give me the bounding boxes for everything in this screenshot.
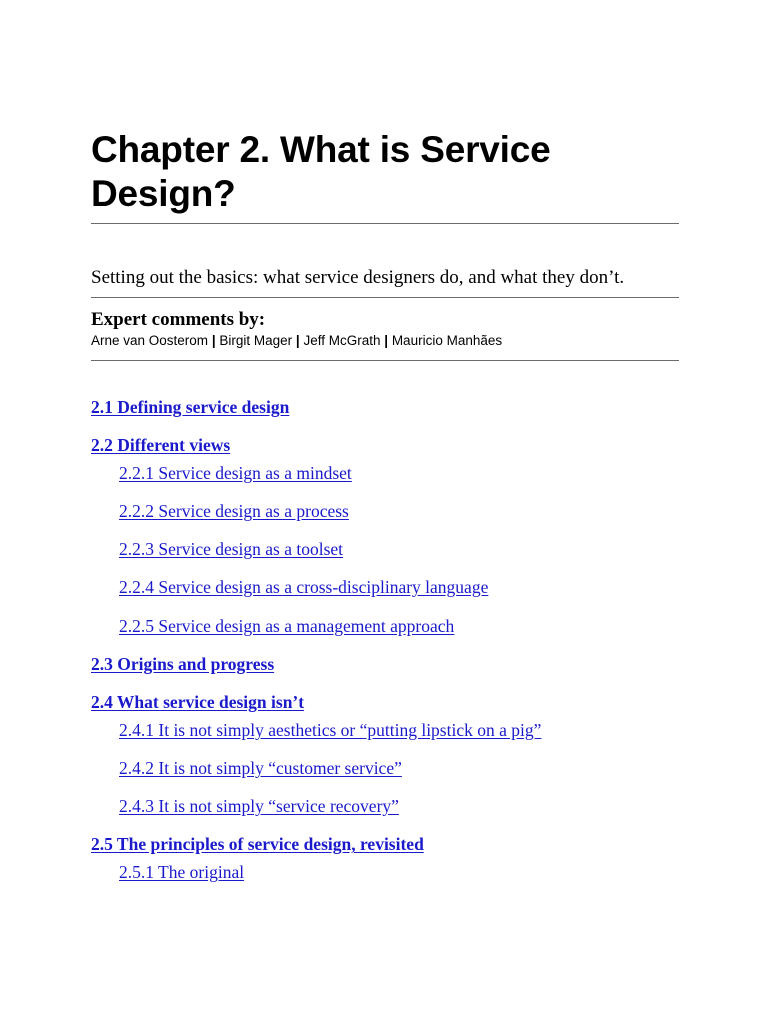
title-divider: [91, 223, 679, 224]
toc-link-2-4[interactable]: 2.4 What service design isn’t: [91, 692, 305, 712]
experts-divider: [91, 360, 679, 361]
expert-separator: |: [384, 333, 389, 348]
toc-link-2-1[interactable]: 2.1 Defining service design: [91, 397, 290, 417]
toc-link-2-3[interactable]: 2.3 Origins and progress: [91, 654, 275, 674]
toc-link-2-4-2[interactable]: 2.4.2 It is not simply “customer service”: [119, 758, 402, 778]
expert-separator: |: [295, 333, 300, 348]
toc-link-2-2-5[interactable]: 2.2.5 Service design as a management approach: [119, 616, 455, 636]
toc-link-2-2-1[interactable]: 2.2.1 Service design as a mindset: [119, 463, 352, 483]
expert-comments-heading: Expert comments by:: [91, 309, 266, 330]
toc-link-2-4-3[interactable]: 2.4.3 It is not simply “service recovery”: [119, 796, 399, 816]
expert-name: Jeff McGrath: [303, 333, 381, 348]
toc-link-2-5[interactable]: 2.5 The principles of service design, revisited: [91, 834, 424, 854]
toc-link-2-5-1[interactable]: 2.5.1 The original: [119, 862, 245, 882]
expert-names-line: [91, 332, 502, 350]
subtitle-divider: [91, 297, 679, 298]
toc-link-2-4-1[interactable]: 2.4.1 It is not simply aesthetics or “putting lipstick on a pig”: [119, 720, 542, 740]
toc-link-2-2-2[interactable]: 2.2.2 Service design as a process: [119, 501, 349, 521]
toc-link-2-2-4[interactable]: 2.2.4 Service design as a cross-disciplinary language: [119, 577, 489, 597]
expert-name: Arne van Oosterom: [91, 333, 209, 348]
toc-link-2-2-3[interactable]: 2.2.3 Service design as a toolset: [119, 539, 344, 559]
expert-name: Mauricio Manhães: [391, 333, 503, 348]
chapter-title: Chapter 2. What is Service Design?: [91, 129, 551, 214]
expert-separator: |: [211, 333, 216, 348]
expert-name: Birgit Mager: [219, 333, 293, 348]
toc-link-2-2[interactable]: 2.2 Different views: [91, 435, 231, 455]
chapter-subtitle: Setting out the basics: what service designers do, and what they don’t.: [91, 267, 625, 288]
